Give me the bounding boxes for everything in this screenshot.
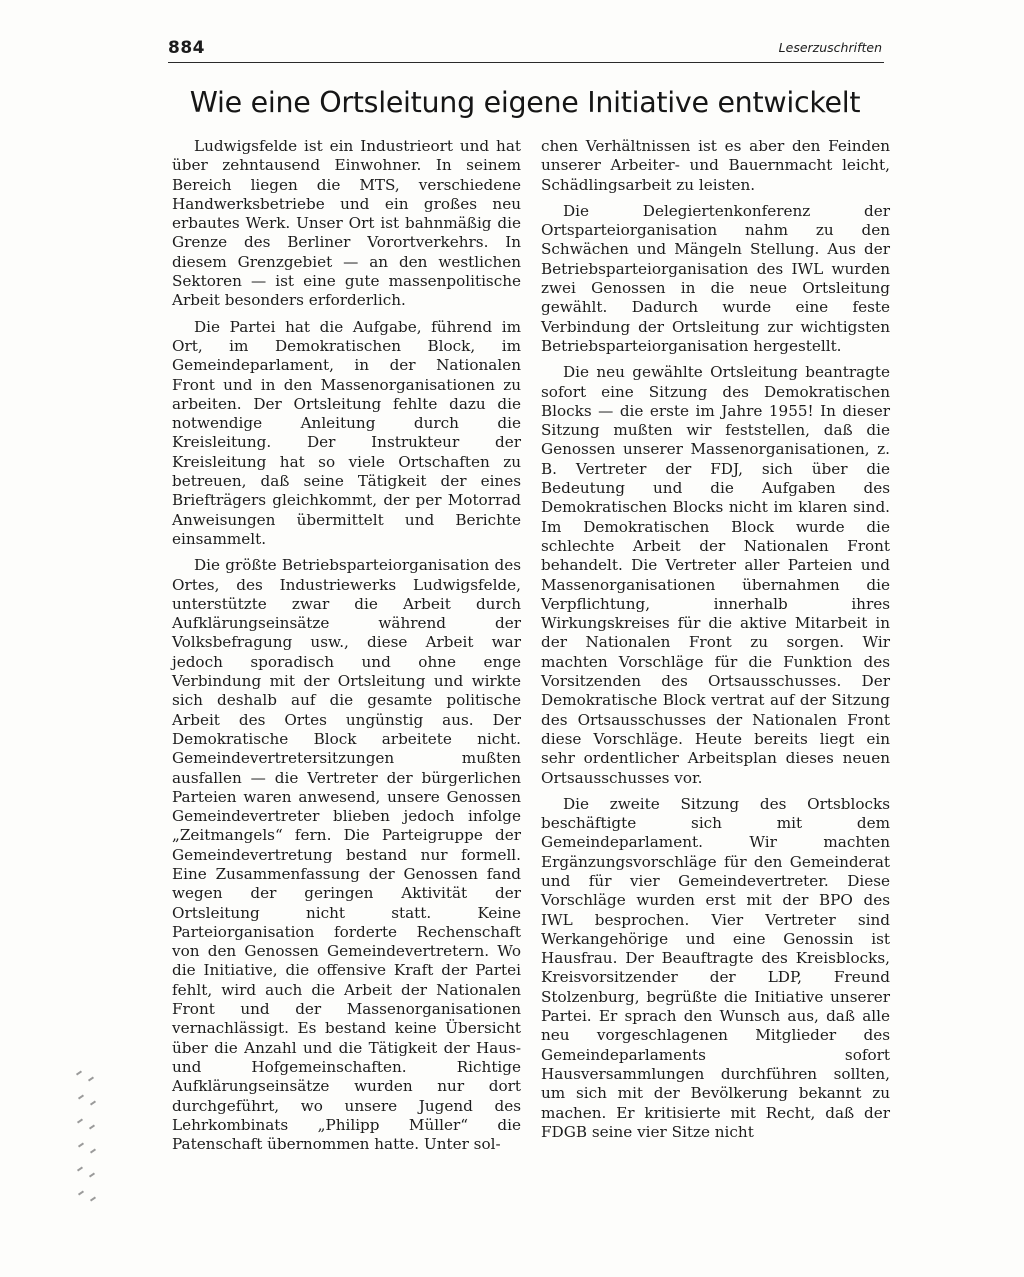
page-header	[168, 36, 884, 63]
paragraph: Ludwigsfelde ist ein Industrieort und hat über zehntausend Einwohner. In seinem Bereich liegen die MTS, verschiedene Handwerksbetriebe und ein großes neu erbautes Werk. Unser Ort ist bahnmäßig die Grenze des Berliner Vorortverkehrs. In diesem Grenzgebiet — an den westlichen Sektoren — ist eine gute massenpolitische Arbeit besonders erforderlich.	[172, 137, 521, 310]
right-column	[541, 137, 890, 1142]
paragraph: Die Delegiertenkonferenz der Ortsparteiorganisation nahm zu den Schwächen und Mängeln Stellung. Aus der Betriebsparteiorganisation des IWL wurden zwei Genossen in die neue Ortsleitung gewählt. Dadurch wurde eine feste Verbindung der Ortsleitung zur wichtigsten Betriebsparteiorganisation hergestellt.	[541, 201, 890, 355]
paragraph: Die zweite Sitzung des Ortsblocks beschäftigte sich mit dem Gemeindeparlament. Wir machten Ergänzungsvorschläge für den Gemeinderat und für vier Gemeindevertreter. Diese Vorschläge wurden erst mit der BPO des IWL besprochen. Vier Vertreter sind Werkangehörige und eine Genossin ist Hausfrau. Der Beauftragte des Kreisblocks, Kreisvorsitzender der LDP, Freund Stolzenburg, begrüßte die Initiative unserer Partei. Er sprach den Wunsch aus, daß alle neu vorgeschlagenen Mitglieder des Gemeindeparlaments sofort Hausversammlungen durchführen sollten, um sich mit der Bevölkerung bekannt zu machen. Er kritisierte mit Recht, daß der FDGB seine vier Sitze nicht	[541, 794, 890, 1141]
page-number: 884	[168, 38, 205, 58]
paragraph-continued: chen Verhältnissen ist es aber den Feinden unserer Arbeiter- und Bauernmacht leicht, Schädlingsarbeit zu leisten.	[541, 137, 890, 194]
paragraph: Die Partei hat die Aufgabe, führend im Ort, im Demokratischen Block, im Gemeindeparlament, in der Nationalen Front und in den Massenorganisationen zu arbeiten. Der Ortsleitung fehlte dazu die notwendige Anleitung durch die Kreisleitung. Der Instrukteur der Kreisleitung hat so viele Ortschaften zu betreuen, daß seine Tätigkeit der eines Briefträgers gleichkommt, der per Motorrad Anweisungen übermittelt und Berichte einsammelt.	[172, 317, 521, 548]
article-title: Wie eine Ortsleitung eigene Initiative entwickelt	[189, 86, 861, 119]
paragraph: Die größte Betriebsparteiorganisation des Ortes, des Industriewerks Ludwigsfelde, unterstützte zwar die Arbeit durch Aufklärungseinsätze während der Volksbefragung usw., diese Arbeit war jedoch sporadisch und ohne enge Verbindung mit der Ortsleitung und wirkte sich deshalb auf die gesamte politische Arbeit des Ortes ungünstig aus. Der Demokratische Block arbeitete nicht. Gemeindevertretersitzungen mußten ausfallen — die Vertreter der bürgerlichen Parteien waren anwesend, unsere Genossen Gemeindevertreter blieben jedoch infolge „Zeitmangels“ fern. Die Parteigruppe der Gemeindevertretung bestand nur formell. Eine Zusammenfassung der Genossen fand wegen der geringen Aktivität der Ortsleitung nicht statt. Keine Parteiorganisation forderte Rechenschaft von den Genossen Gemeindevertretern. Wo die Initiative, die offensive Kraft der Partei fehlt, wird auch die Arbeit der Nationalen Front und der Massenorganisationen vernachlässigt. Es bestand keine Übersicht über die Anzahl und die Tätigkeit der Haus- und Hofgemeinschaften. Richtige Aufklärungseinsätze wurden nur dort durchgeführt, wo unsere Jugend des Lehrkombinats „Philipp Müller“ die Patenschaft übernommen hatte. Unter sol-	[172, 556, 521, 1154]
section-label: Leserzuschriften	[778, 40, 882, 55]
margin-marks	[72, 1068, 100, 1218]
paragraph: Die neu gewählte Ortsleitung beantragte sofort eine Sitzung des Demokratischen Blocks — die erste im Jahre 1955! In dieser Sitzung mußten wir feststellen, daß die Genossen unserer Massenorganisationen, z. B. Vertreter der FDJ, sich über die Bedeutung und die Aufgaben des Demokratischen Blocks nicht im klaren sind. Im Demokratischen Block wurde die schlechte Arbeit der Nationalen Front behandelt. Die Vertreter aller Parteien und Massenorganisationen übernahmen die Verpflichtung, innerhalb ihres Wirkungskreises für die aktive Mitarbeit in der Nationalen Front zu sorgen. Wir machten Vorschläge für die Funktion des Vorsitzenden des Ortsausschusses. Der Demokratische Block vertrat auf der Sitzung des Ortsausschusses der Nationalen Front diese Vorschläge. Heute bereits liegt ein sehr ordentlicher Arbeitsplan dieses neuen Ortsausschusses vor.	[541, 363, 890, 787]
left-column	[172, 137, 521, 1154]
